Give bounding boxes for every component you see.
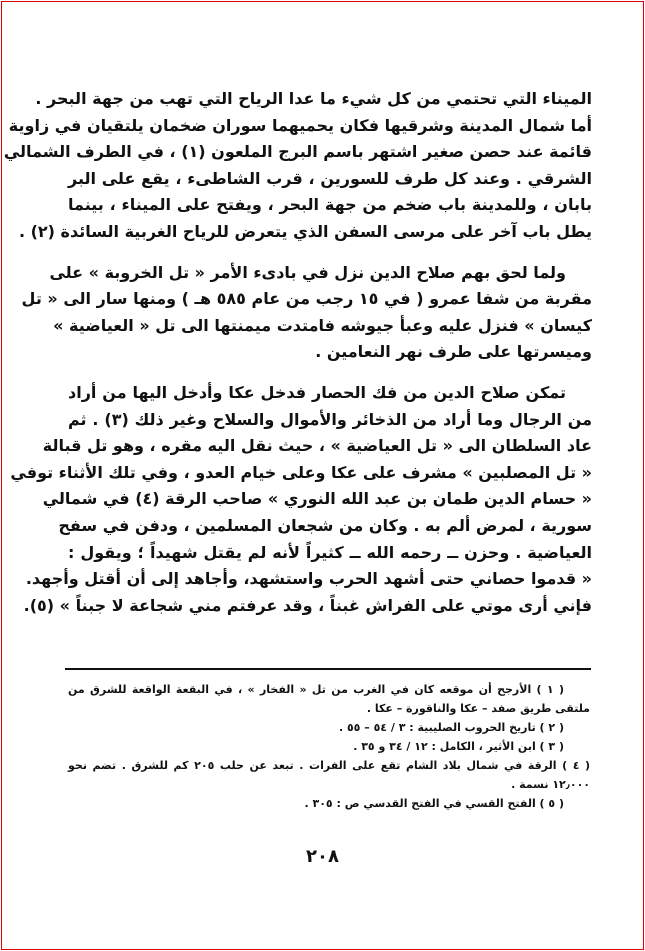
footnote-1-cont: ملتقى طريق صفد – عكا والناقورة – عكا . [366, 702, 590, 715]
text-line: « تل المصلبين » مشرف على عكا وعلى خيام العدو ، وفي تلك الأثناء توفي [10, 462, 592, 482]
paragraph-3 [10, 380, 593, 619]
text-line: العياضية . وحزن ــ رحمه الله ــ كثيراً لأنه لم يقتل شهيداً ؛ ويقول : [68, 542, 592, 562]
footnotes [68, 680, 590, 813]
text-line: بابان ، وللمدينة باب ضخم من جهة البحر ، ويفتح على الميناء ، بينما [68, 195, 592, 215]
footnote-1: ( ١ ) الأرجح أن موقعه كان في الغرب من تل « الفخار » ، في البقعة الواقعة للشرق من [68, 683, 564, 696]
text-line: « حسام الدين طمان بن عبد الله النوري » صاحب الرقة (٤) في شمالي [42, 489, 592, 509]
text-line: الشرقي . وعند كل طرف للسورين ، قرب الشاطىء ، يقع على البر [68, 168, 592, 188]
text-line: فإني أرى موتي على الفراش غبناً ، وقد عرفتم مني شجاعة لا جبناً » (٥). [23, 595, 592, 615]
text-line: ولما لحق بهم صلاح الدين نزل في بادىء الأمر « تل الخروبة » على [49, 262, 566, 282]
text-line: قائمة عند حصن صغير اشتهر باسم البرج الملعون (١) ، في الطرف الشمالي [3, 142, 592, 162]
text-line: مقربة من شفا عمرو ( في ١٥ رجب من عام ٥٨٥ هـ ) ومنها سار الى « تل [21, 289, 592, 309]
text-line: وميسرتها على طرف نهر النعامين . [315, 342, 592, 362]
footnote-5: ( ٥ ) الفتح القسي في الفتح القدسي ص : ٣٠٥ . [304, 797, 564, 810]
footnote-divider [65, 668, 591, 670]
main-text [3, 86, 593, 633]
footnote-2: ( ٢ ) تاريخ الحروب الصليبية : ٣ / ٥٤ – ٥٥ . [338, 721, 564, 734]
footnote-4: ( ٤ ) الرقة في شمال بلاد الشام تقع على الفرات . تبعد عن حلب ٢٠٥ كم للشرق . تضم نحو [68, 759, 591, 772]
text-line: الميناء التي تحتمي من كل شيء ما عدا الرياح التي تهب من جهة البحر . [35, 89, 592, 108]
text-line: كيسان » فنزل عليه وعبأ جيوشه فامتدت ميمنتها الى تل « العياضية » [53, 315, 592, 335]
footnote-3: ( ٣ ) ابن الأثير ، الكامل : ١٢ / ٣٤ و ٣٥ . [353, 740, 564, 753]
text-line: أما شمال المدينة وشرقيها فكان يحميهما سوران ضخمان يلتقيان في زاوية [8, 115, 592, 135]
footnote-4-cont: ١٢٫٠٠٠ نسمة . [511, 778, 590, 791]
text-line: من الرجال وما أراد من الذخائر والأموال والسلاح وغير ذلك (٣) . ثم [68, 409, 593, 429]
text-line: يطل باب آخر على مرسى السفن الذي يتعرض للرياح الغربية السائدة (٢) . [18, 221, 592, 241]
text-line: عاد السلطان الى « تل العياضية » ، حيث نقل اليه مقره ، وهو تل قبالة [42, 436, 592, 456]
text-line: سورية ، لمرض ألم به . وكان من شجعان المسلمين ، ودفن في سفح [58, 515, 592, 535]
page-number: ٢٠٨ [306, 846, 339, 867]
text-line: « قدموا حصاني حتى أشهد الحرب واستشهد، وأجاهد إلى أن أقتل وأجهد. [25, 569, 592, 589]
paragraph-1 [3, 86, 592, 246]
text-line: تمكن صلاح الدين من فك الحصار فدخل عكا وأدخل اليها من أراد [68, 382, 566, 402]
paragraph-2 [21, 260, 592, 366]
